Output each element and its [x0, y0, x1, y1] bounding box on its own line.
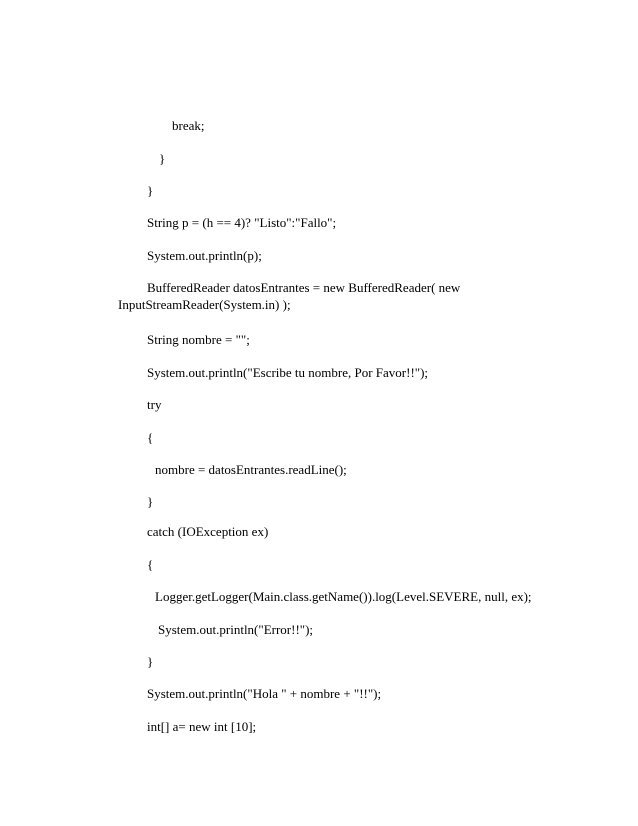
code-line: { [147, 557, 154, 572]
code-line: System.out.println("Hola " + nombre + "!!"); [147, 686, 382, 701]
code-line: } [147, 494, 154, 509]
code-line: { [147, 430, 154, 445]
code-line: nombre = datosEntrantes.readLine(); [155, 462, 347, 477]
code-line: System.out.println("Error!!"); [158, 622, 314, 637]
code-line: break; [172, 118, 205, 133]
code-line: catch (IOException ex) [147, 524, 269, 539]
code-line: } [147, 654, 154, 669]
code-line: } [147, 183, 154, 198]
code-line: try [147, 397, 162, 412]
code-line: String nombre = ""; [147, 332, 250, 347]
code-line: int[] a= new int [10]; [147, 719, 257, 734]
code-line: } [159, 151, 166, 166]
code-line: InputStreamReader(System.in) ); [118, 297, 291, 312]
code-line: Logger.getLogger(Main.class.getName()).log(Level.SEVERE, null, ex); [155, 589, 532, 604]
code-line: String p = (h == 4)? "Listo":"Fallo"; [147, 215, 337, 230]
code-line: BufferedReader datosEntrantes = new BufferedReader( new [147, 280, 461, 295]
code-line: System.out.println(p); [147, 248, 262, 263]
code-line: System.out.println("Escribe tu nombre, Por Favor!!"); [147, 365, 429, 380]
